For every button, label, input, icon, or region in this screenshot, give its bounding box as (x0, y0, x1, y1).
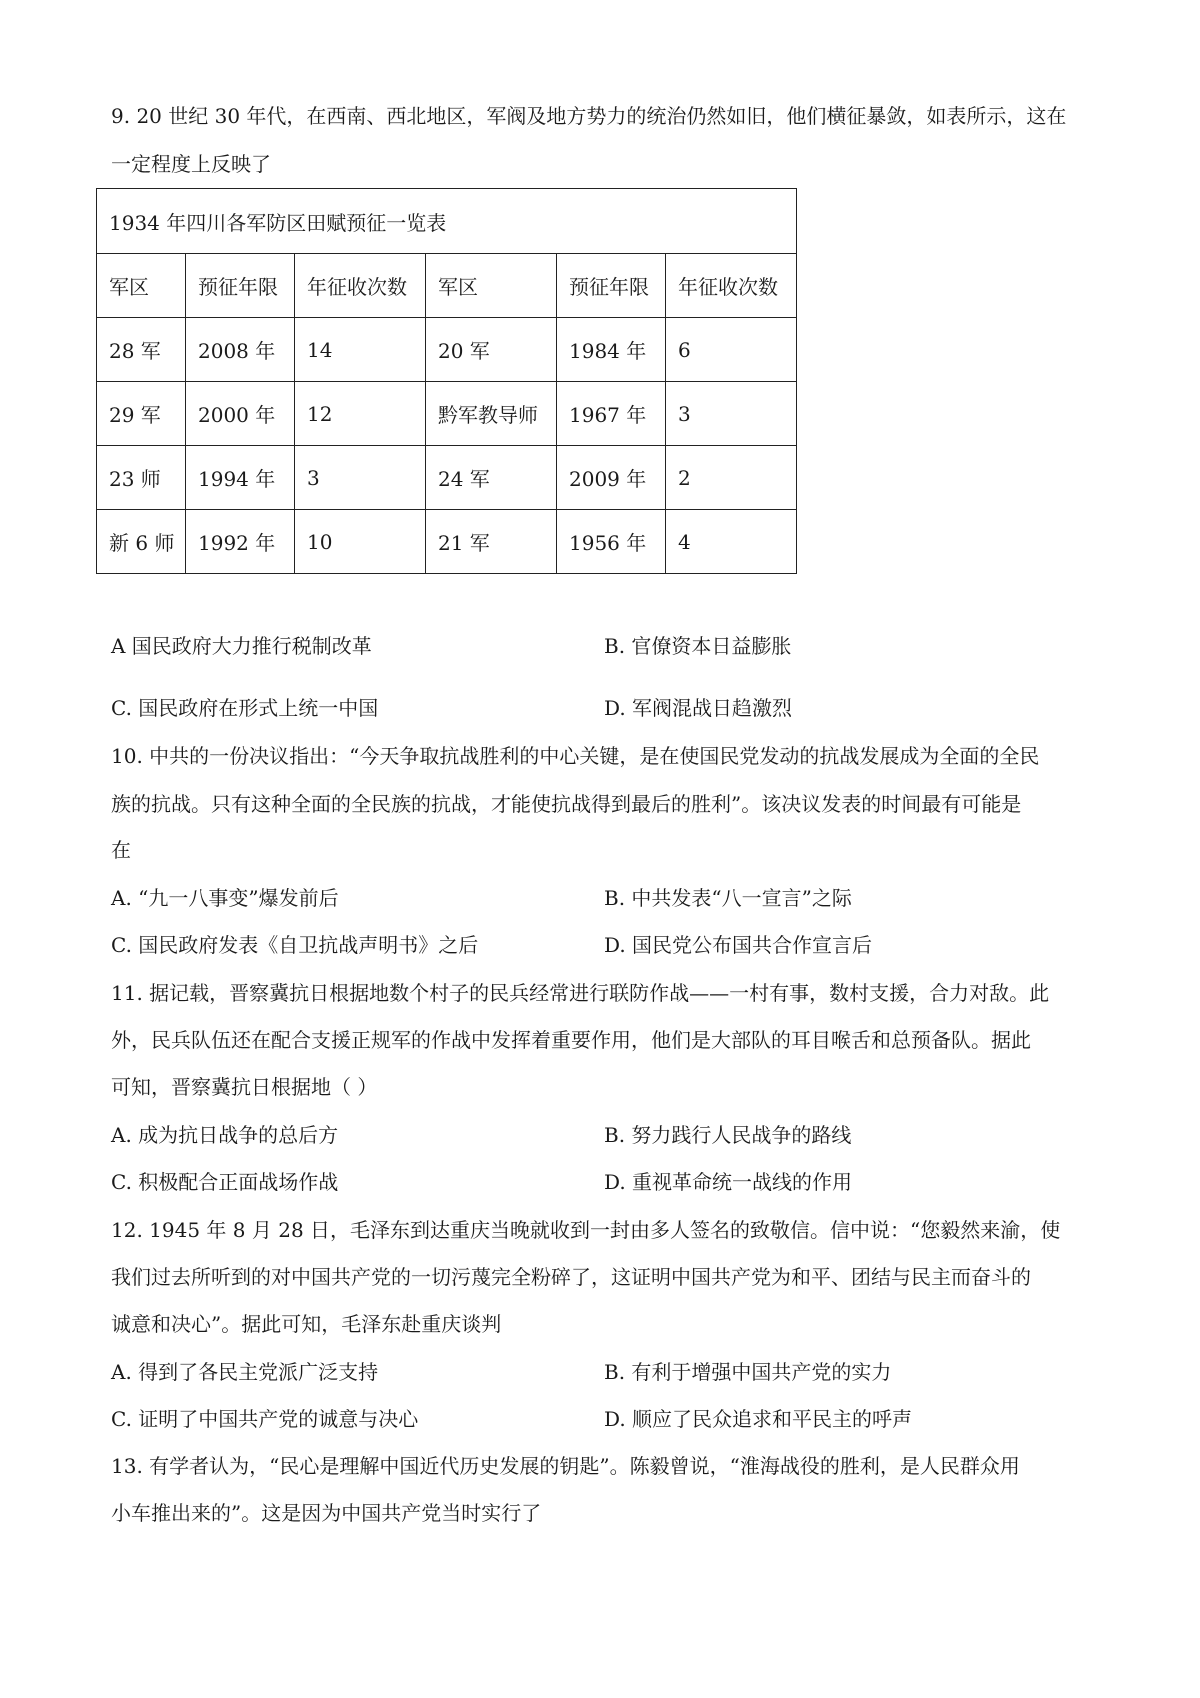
table-cell: 29 军 (97, 382, 186, 446)
table-header-cell: 年征收次数 (295, 254, 426, 318)
table-cell: 12 (295, 382, 426, 446)
q12-option-b[interactable]: B. 有利于增强中国共产党的实力 (604, 1360, 892, 1384)
table-cell: 23 师 (97, 446, 186, 510)
q12-stem-line1: 12. 1945 年 8 月 28 日，毛泽东到达重庆当晚就收到一封由多人签名的致敬信。信中说：“您毅然来渝，使 (111, 1218, 1061, 1242)
q10-stem-line3: 在 (111, 838, 131, 862)
table-cell: 1967 年 (557, 382, 666, 446)
q9-stem-line1: 9. 20 世纪 30 年代，在西南、西北地区，军阀及地方势力的统治仍然如旧，他们横征暴敛，如表所示，这在 (111, 104, 1067, 128)
table-cell: 1984 年 (557, 318, 666, 382)
q11-stem-line1: 11. 据记载，晋察冀抗日根据地数个村子的民兵经常进行联防作战——一村有事，数村支援，合力对敌。此 (111, 981, 1050, 1005)
table-header-cell: 预征年限 (186, 254, 295, 318)
q12-option-d[interactable]: D. 顺应了民众追求和平民主的呼声 (604, 1407, 913, 1431)
table-cell: 14 (295, 318, 426, 382)
table-header-cell: 军区 (426, 254, 557, 318)
table-cell: 1992 年 (186, 510, 295, 574)
table-cell: 6 (666, 318, 797, 382)
table-header-cell: 年征收次数 (666, 254, 797, 318)
table-cell: 2 (666, 446, 797, 510)
table-cell: 20 军 (426, 318, 557, 382)
q11-option-b[interactable]: B. 努力践行人民战争的路线 (604, 1123, 852, 1147)
table-cell: 2008 年 (186, 318, 295, 382)
q10-option-c[interactable]: C. 国民政府发表《自卫抗战声明书》之后 (111, 933, 479, 957)
table-row (97, 382, 797, 446)
table-cell: 10 (295, 510, 426, 574)
table-cell: 3 (295, 446, 426, 510)
q10-stem-line1: 10. 中共的一份决议指出：“今天争取抗战胜利的中心关键，是在使国民党发动的抗战发展成为全面的全民 (111, 744, 1040, 768)
table-cell: 1994 年 (186, 446, 295, 510)
table-cell: 28 军 (97, 318, 186, 382)
table-row (97, 446, 797, 510)
table-cell: 24 军 (426, 446, 557, 510)
q13-stem-line2: 小车推出来的”。这是因为中国共产党当时实行了 (111, 1501, 542, 1525)
q10-option-d[interactable]: D. 国民党公布国共合作宣言后 (604, 933, 873, 957)
table-header-row (97, 254, 797, 318)
q9-option-c[interactable]: C. 国民政府在形式上统一中国 (111, 696, 379, 720)
q11-option-c[interactable]: C. 积极配合正面战场作战 (111, 1170, 339, 1194)
q12-option-c[interactable]: C. 证明了中国共产党的诚意与决心 (111, 1407, 419, 1431)
q12-stem-line2: 我们过去所听到的对中国共产党的一切污蔑完全粉碎了，这证明中国共产党为和平、团结与民主而奋斗的 (111, 1265, 1031, 1289)
q11-stem-line2: 外，民兵队伍还在配合支援正规军的作战中发挥着重要作用，他们是大部队的耳目喉舌和总预备队。据此 (111, 1028, 1031, 1052)
q9-option-b[interactable]: B. 官僚资本日益膨胀 (604, 634, 792, 658)
table-header-cell: 预征年限 (557, 254, 666, 318)
q11-option-a[interactable]: A. 成为抗日战争的总后方 (111, 1123, 339, 1147)
q9-stem-line2: 一定程度上反映了 (111, 152, 271, 176)
q11-option-d[interactable]: D. 重视革命统一战线的作用 (604, 1170, 853, 1194)
table-cell: 新 6 师 (97, 510, 186, 574)
q12-stem-line3: 诚意和决心”。据此可知，毛泽东赴重庆谈判 (111, 1312, 502, 1336)
q10-stem-line2: 族的抗战。只有这种全面的全民族的抗战，才能使抗战得到最后的胜利”。该决议发表的时间最有可能是 (111, 792, 1022, 816)
q10-option-a[interactable]: A. “九一八事变”爆发前后 (111, 886, 339, 910)
table-cell: 21 军 (426, 510, 557, 574)
table-row (97, 318, 797, 382)
table-row (97, 510, 797, 574)
q10-option-b[interactable]: B. 中共发表“八一宣言”之际 (604, 886, 852, 910)
table-cell: 2009 年 (557, 446, 666, 510)
table-cell: 2000 年 (186, 382, 295, 446)
table-cell: 3 (666, 382, 797, 446)
table-cell: 4 (666, 510, 797, 574)
q9-option-a[interactable]: A 国民政府大力推行税制改革 (111, 634, 372, 658)
q12-option-a[interactable]: A. 得到了各民主党派广泛支持 (111, 1360, 379, 1384)
q9-option-d[interactable]: D. 军阀混战日趋激烈 (604, 696, 793, 720)
q11-stem-line3: 可知，晋察冀抗日根据地（ ） (111, 1075, 378, 1099)
q9-data-table (96, 188, 797, 574)
table-title: 1934 年四川各军防区田赋预征一览表 (97, 189, 797, 254)
table-header-cell: 军区 (97, 254, 186, 318)
q13-stem-line1: 13. 有学者认为，“民心是理解中国近代历史发展的钥匙”。陈毅曾说，“淮海战役的胜利，是人民群众用 (111, 1454, 1020, 1478)
table-cell: 1956 年 (557, 510, 666, 574)
table-cell: 黔军教导师 (426, 382, 557, 446)
